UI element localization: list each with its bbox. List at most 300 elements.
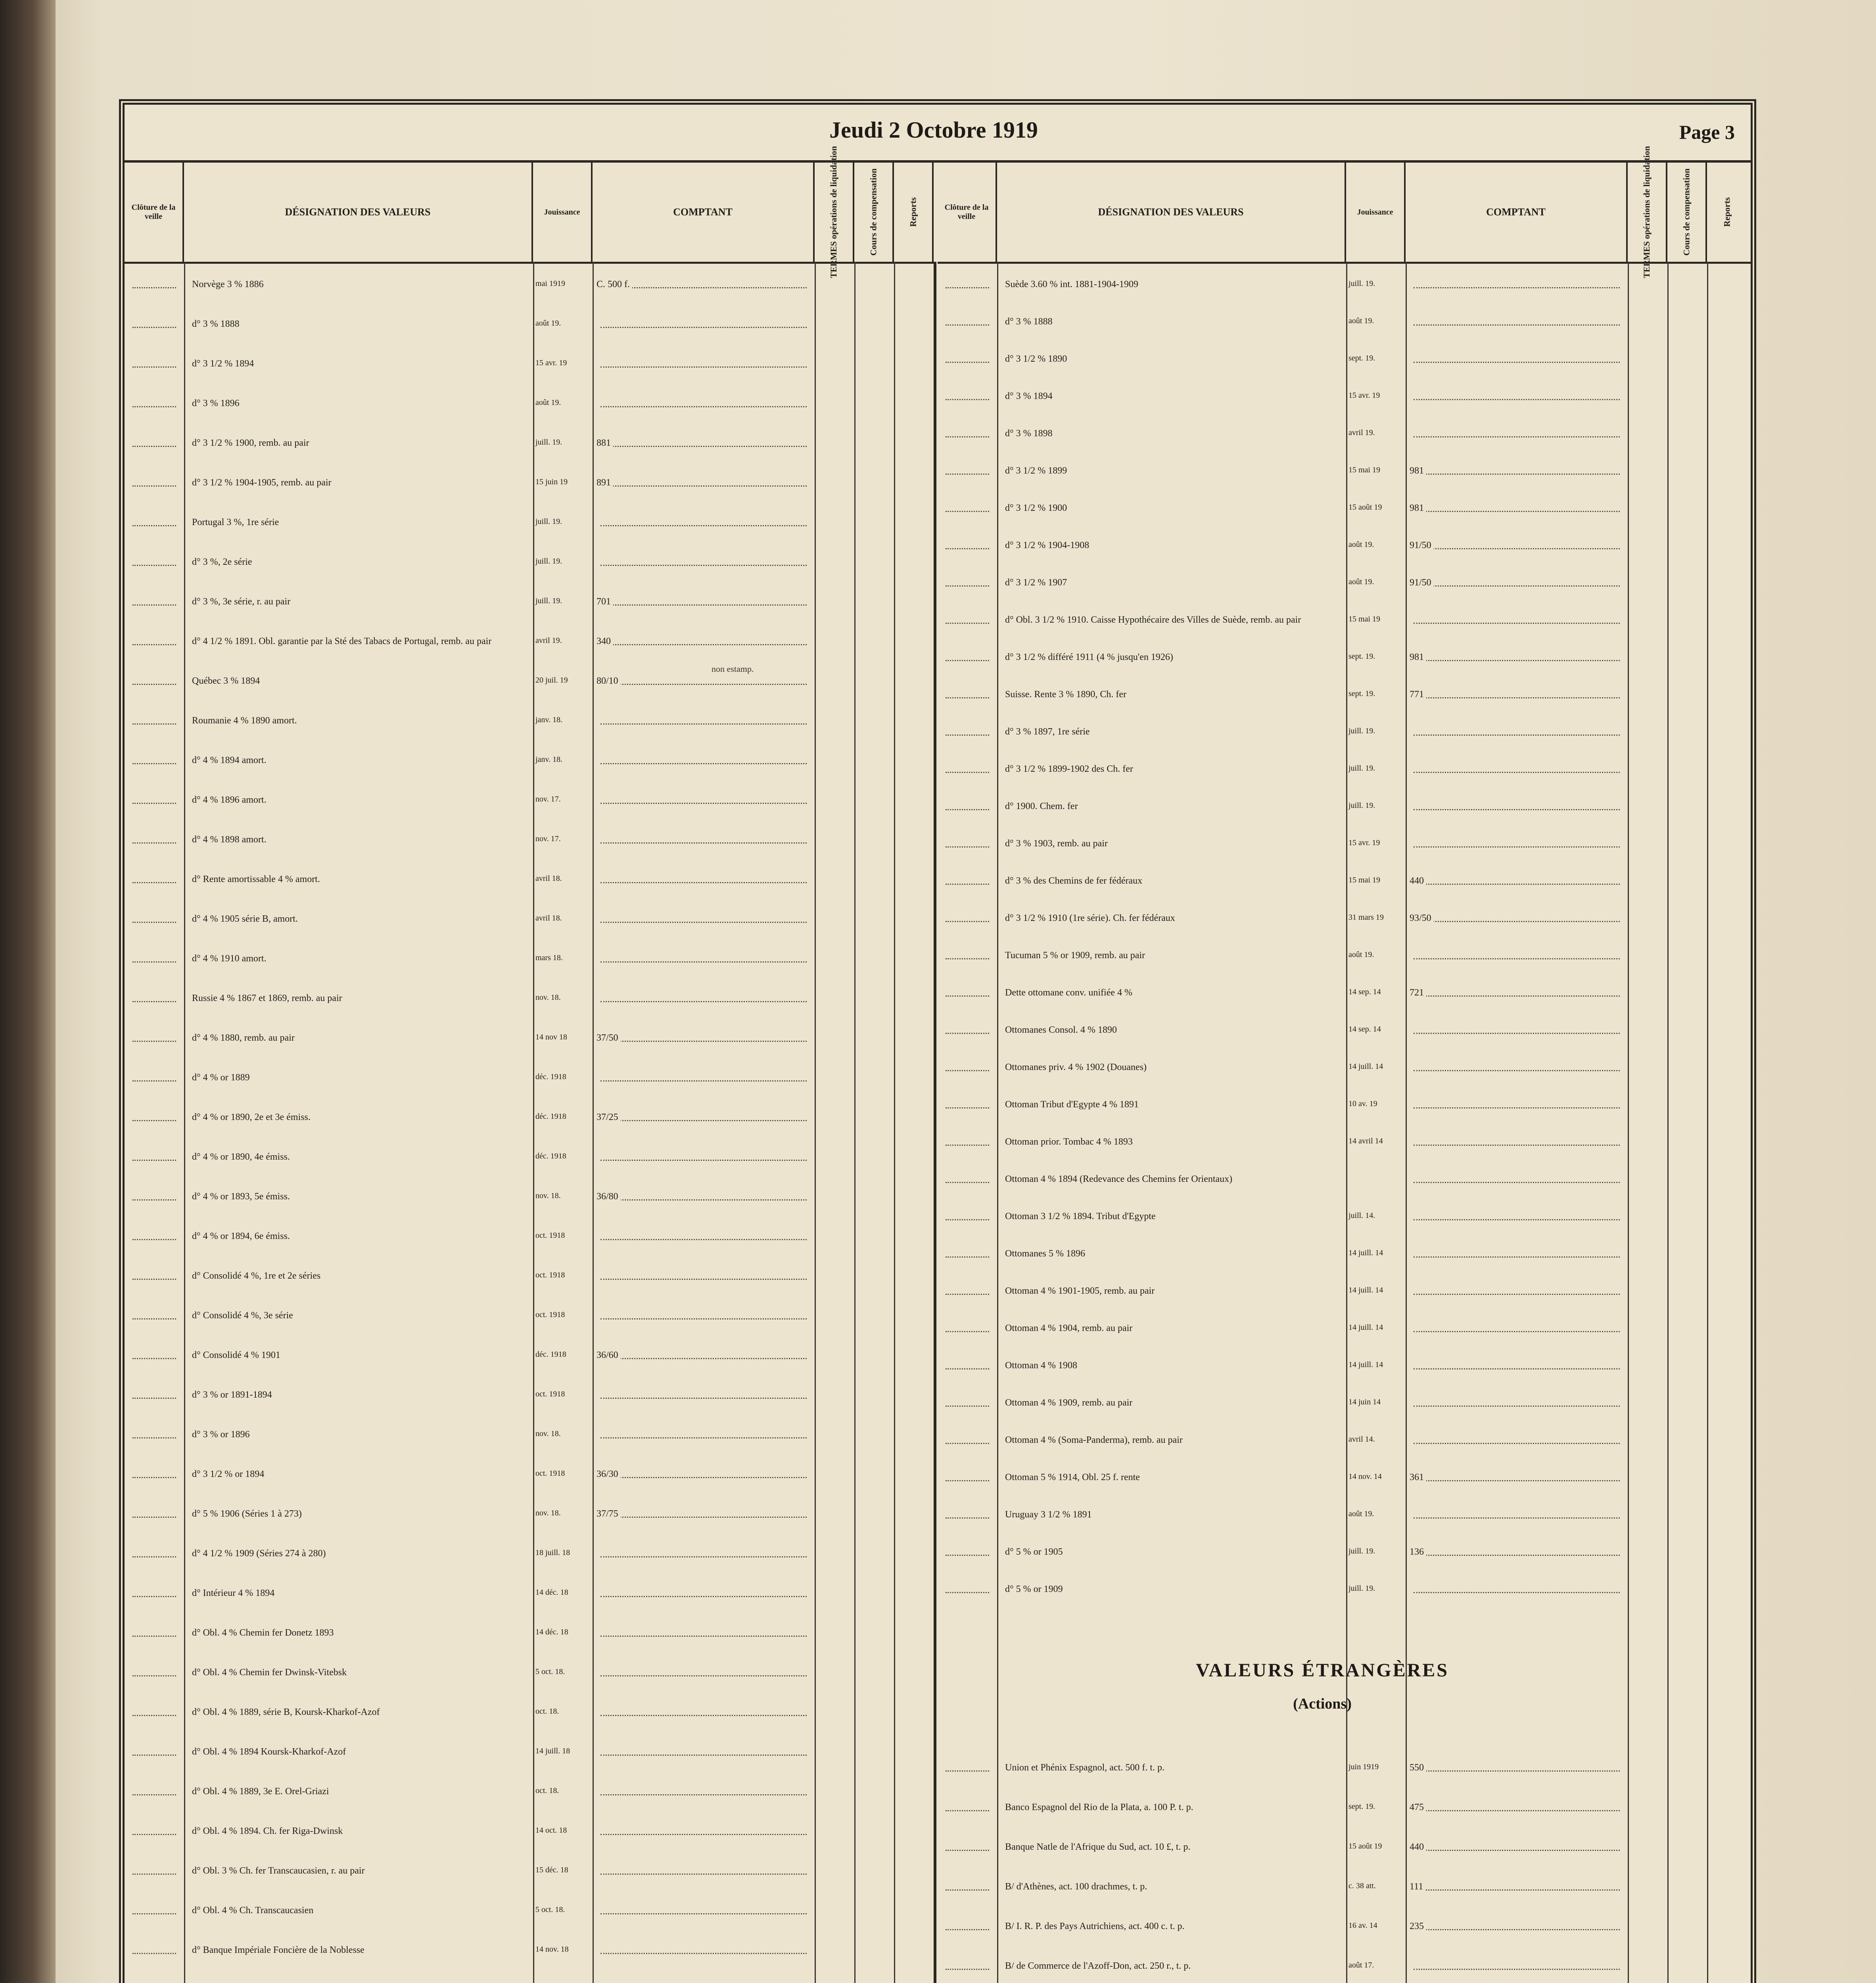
jouissance-date: 15 avr. 19 — [1348, 391, 1380, 400]
leader-dots — [600, 446, 807, 447]
leader-dots — [1414, 1969, 1620, 1970]
quotation-row — [125, 715, 934, 754]
quotation-row — [125, 1429, 934, 1467]
leader-dots — [946, 511, 989, 512]
leader-dots — [1414, 1033, 1620, 1034]
leader-dots — [1414, 1331, 1620, 1332]
security-name: d° Obl. 4 % 1894. Ch. fer Riga-Dwinsk — [192, 1826, 343, 1836]
security-name: d° 3 1/2 % 1900, remb. au pair — [192, 438, 309, 448]
quotation-row — [125, 1112, 934, 1150]
leader-dots — [1414, 1182, 1620, 1183]
leader-dots — [946, 1145, 989, 1146]
section-subtitle: (Actions) — [1293, 1695, 1352, 1712]
right-column-headings — [938, 146, 1751, 278]
leader-dots — [1414, 1770, 1620, 1772]
leader-dots — [946, 735, 989, 736]
quotation-row — [938, 1509, 1747, 1545]
quotation-row — [125, 1826, 934, 1864]
leader-dots — [1414, 436, 1620, 437]
security-name: Banque Natle de l'Afrique du Sud, act. 10 £, t. p. — [1005, 1842, 1191, 1852]
quotation-row — [125, 1469, 934, 1507]
jouissance-date: 14 juin 14 — [1348, 1398, 1381, 1406]
left-heading-termes: TERMES opérations de liquidation — [815, 163, 854, 262]
quotation-row — [125, 1628, 934, 1666]
price-value: 93/50 — [1410, 913, 1434, 924]
quotation-row — [938, 1961, 1747, 1983]
quotation-row — [125, 914, 934, 952]
leader-dots — [600, 1874, 807, 1875]
security-name: d° 3 % des Chemins de fer fédéraux — [1005, 876, 1143, 886]
page-number: Page 3 — [1679, 121, 1735, 143]
security-name: d° Consolidé 4 %, 3e série — [192, 1310, 293, 1321]
quotation-row — [938, 1881, 1747, 1920]
security-name: B/ de Commerce de l'Azoff-Don, act. 250 r., t. p. — [1005, 1961, 1191, 1971]
security-name: Ottoman 4 % 1909, remb. au pair — [1005, 1398, 1133, 1408]
jouissance-date: 14 déc. 18 — [535, 1628, 568, 1636]
leader-dots — [946, 884, 989, 885]
jouissance-date: 15 mai 19 — [1348, 876, 1380, 884]
jouissance-date: sept. 19. — [1348, 354, 1375, 362]
leader-dots — [600, 327, 807, 328]
jouissance-date: août 19. — [1348, 316, 1374, 325]
price-value: 36/80 — [597, 1191, 621, 1202]
price-value: 91/50 — [1410, 540, 1434, 551]
leader-dots — [600, 1001, 807, 1002]
quotation-row — [125, 398, 934, 436]
quotation-row — [938, 391, 1747, 427]
price-value: 235 — [1410, 1921, 1426, 1932]
leader-dots — [132, 644, 176, 645]
leader-dots — [1414, 1145, 1620, 1146]
security-name: d° 3 1/2 % 1900 — [1005, 503, 1067, 513]
leader-dots — [946, 1219, 989, 1220]
leader-dots — [1414, 846, 1620, 848]
security-name: d° 3 % 1888 — [192, 319, 240, 329]
quotation-row — [938, 764, 1747, 800]
quotation-row — [125, 1548, 934, 1586]
leader-dots — [1414, 735, 1620, 736]
quotation-row — [938, 354, 1747, 389]
jouissance-date: avril 19. — [1348, 428, 1375, 437]
left-heading-compensation: Cours de compensation — [854, 163, 894, 262]
page-header — [125, 105, 1751, 163]
security-name: d° 3 %, 2e série — [192, 557, 252, 567]
jouissance-date: août 19. — [1348, 540, 1374, 549]
jouissance-date: oct. 18. — [535, 1707, 559, 1716]
leader-dots — [946, 921, 989, 922]
quotation-row — [938, 1547, 1747, 1582]
security-name: d° 3 % 1898 — [1005, 428, 1053, 439]
quotation-row — [125, 636, 934, 674]
quotation-row — [938, 428, 1747, 464]
price-value: C. 500 f. — [597, 279, 632, 290]
leader-dots — [132, 525, 176, 526]
security-name: Ottoman 4 % 1904, remb. au pair — [1005, 1323, 1133, 1333]
leader-dots — [946, 324, 989, 326]
quotation-row — [125, 1033, 934, 1071]
leader-dots — [1414, 958, 1620, 959]
jouissance-date: juill. 19. — [1348, 1547, 1375, 1555]
quotation-row — [938, 727, 1747, 762]
leader-dots — [600, 842, 807, 844]
quotation-row — [938, 1435, 1747, 1471]
price-value: 91/50 — [1410, 577, 1434, 588]
jouissance-date: 14 juill. 14 — [1348, 1323, 1383, 1332]
price-value: 361 — [1410, 1472, 1426, 1483]
security-name: B/ d'Athènes, act. 100 drachmes, t. p. — [1005, 1881, 1147, 1892]
leader-dots — [600, 1120, 807, 1121]
jouissance-date: 16 av. 14 — [1348, 1921, 1377, 1930]
quotation-row — [938, 1211, 1747, 1247]
stamp-note: non estamp. — [712, 664, 754, 674]
leader-dots — [132, 763, 176, 764]
security-name: Uruguay 3 1/2 % 1891 — [1005, 1509, 1092, 1520]
security-name: d° 3 1/2 % 1894 — [192, 359, 254, 369]
quotation-row — [125, 438, 934, 476]
leader-dots — [600, 525, 807, 526]
leader-dots — [946, 585, 989, 587]
quotation-row — [125, 834, 934, 873]
quotation-row — [125, 755, 934, 793]
leader-dots — [600, 1675, 807, 1676]
security-name: d° 4 % 1894 amort. — [192, 755, 267, 765]
quotation-row — [938, 950, 1747, 986]
jouissance-date: oct. 1918 — [535, 1390, 565, 1398]
jouissance-date: 14 nov 18 — [535, 1033, 567, 1041]
quotation-row — [125, 953, 934, 992]
leader-dots — [1414, 1517, 1620, 1519]
jouissance-date: août 19. — [535, 398, 561, 407]
jouissance-date: oct. 1918 — [535, 1271, 565, 1279]
leader-dots — [946, 474, 989, 475]
quotation-row — [938, 838, 1747, 874]
price-value: 37/75 — [597, 1509, 621, 1519]
leader-dots — [132, 882, 176, 883]
left-heading-cloture: Clôture de la veille — [125, 163, 184, 262]
jouissance-date: 14 sep. 14 — [1348, 1025, 1381, 1034]
leader-dots — [132, 922, 176, 923]
leader-dots — [946, 1770, 989, 1772]
jouissance-date: 15 mai 19 — [1348, 466, 1380, 474]
leader-dots — [132, 1953, 176, 1954]
leader-dots — [132, 446, 176, 447]
leader-dots — [600, 1755, 807, 1756]
leader-dots — [1414, 1592, 1620, 1593]
left-column-headings — [125, 146, 934, 278]
security-name: d° 3 1/2 % 1890 — [1005, 354, 1067, 364]
price-value: 440 — [1410, 1842, 1426, 1853]
leader-dots — [132, 1556, 176, 1557]
leader-dots — [600, 1437, 807, 1438]
security-name: d° 3 1/2 % différé 1911 (4 % jusqu'en 1926) — [1005, 652, 1173, 662]
quotation-row — [938, 615, 1747, 650]
jouissance-date: sept. 19. — [1348, 689, 1375, 698]
security-name: d° Consolidé 4 % 1901 — [192, 1350, 280, 1360]
jouissance-date: 15 déc. 18 — [535, 1866, 568, 1874]
quotation-row — [938, 876, 1747, 911]
leader-dots — [600, 644, 807, 645]
security-name: d° Obl. 3 % Ch. fer Transcaucasien, r. au pair — [192, 1866, 365, 1876]
jouissance-date: oct. 1918 — [535, 1469, 565, 1478]
leader-dots — [132, 485, 176, 487]
quotation-row — [938, 1062, 1747, 1098]
leader-dots — [1414, 362, 1620, 363]
leader-dots — [132, 604, 176, 606]
leader-dots — [132, 1477, 176, 1478]
security-name: d° 5 % or 1909 — [1005, 1584, 1063, 1594]
leader-dots — [132, 803, 176, 804]
leader-dots — [132, 1596, 176, 1597]
leader-dots — [600, 1636, 807, 1637]
leader-dots — [600, 1715, 807, 1716]
security-name: d° 4 % 1905 série B, amort. — [192, 914, 298, 924]
leader-dots — [946, 287, 989, 288]
security-name: d° 4 % 1896 amort. — [192, 795, 267, 805]
leader-dots — [600, 1358, 807, 1359]
quotation-row — [938, 316, 1747, 352]
quotation-row — [125, 1786, 934, 1824]
leader-dots — [946, 362, 989, 363]
quotation-row — [125, 1667, 934, 1705]
leader-dots — [132, 565, 176, 566]
jouissance-date: oct. 1918 — [535, 1231, 565, 1240]
price-value: 80/10 — [597, 676, 621, 687]
security-name: d° Obl. 3 1/2 % 1910. Caisse Hypothécaire des Villes de Suède, remb. au pair — [1005, 615, 1301, 625]
security-name: d° 3 % 1896 — [192, 398, 240, 408]
jouissance-date: avril 18. — [535, 914, 562, 922]
quotation-row — [938, 689, 1747, 725]
security-name: Ottoman 4 % (Soma-Panderma), remb. au pair — [1005, 1435, 1183, 1445]
jouissance-date: avril 19. — [535, 636, 562, 645]
leader-dots — [132, 1636, 176, 1637]
jouissance-date: juill. 19. — [1348, 801, 1375, 810]
jouissance-date: juill. 19. — [1348, 764, 1375, 773]
quotation-row — [938, 1286, 1747, 1321]
leader-dots — [600, 485, 807, 487]
leader-dots — [946, 697, 989, 698]
security-name: d° 5 % or 1905 — [1005, 1547, 1063, 1557]
jouissance-date: nov. 18. — [535, 1429, 561, 1438]
leader-dots — [600, 922, 807, 923]
leader-dots — [1414, 1889, 1620, 1891]
leader-dots — [132, 1080, 176, 1082]
leader-dots — [600, 1556, 807, 1557]
jouissance-date: 15 juin 19 — [535, 478, 568, 486]
quotation-row — [938, 1472, 1747, 1508]
security-name: d° Rente amortissable 4 % amort. — [192, 874, 320, 884]
security-name: d° Obl. 4 % 1889, série B, Koursk-Kharkof-Azof — [192, 1707, 380, 1717]
price-value: 111 — [1410, 1881, 1425, 1892]
leader-dots — [946, 660, 989, 661]
jouissance-date: 14 avril 14 — [1348, 1137, 1383, 1145]
leader-dots — [132, 366, 176, 368]
jouissance-date: 14 nov. 14 — [1348, 1472, 1382, 1481]
price-value: 550 — [1410, 1762, 1426, 1773]
leader-dots — [946, 1331, 989, 1332]
jouissance-date: sept. 19. — [1348, 652, 1375, 661]
price-value: 981 — [1410, 652, 1426, 663]
security-name: d° Obl. 4 % Chemin fer Donetz 1893 — [192, 1628, 334, 1638]
right-heading-comptant: COMPTANT — [1406, 163, 1628, 262]
security-name: d° 3 % or 1896 — [192, 1429, 250, 1440]
jouissance-date: sept. 19. — [1348, 1802, 1375, 1811]
security-name: Québec 3 % 1894 — [192, 676, 260, 686]
jouissance-date: 15 août 19 — [1348, 503, 1382, 512]
quotation-row — [125, 1350, 934, 1388]
security-name: Banco Espagnol del Rio de la Plata, a. 100 P. t. p. — [1005, 1802, 1193, 1812]
leader-dots — [600, 684, 807, 685]
security-name: Ottoman 3 1/2 % 1894. Tribut d'Egypte — [1005, 1211, 1156, 1222]
leader-dots — [132, 1834, 176, 1835]
quotation-row — [938, 1921, 1747, 1959]
security-name: d° Consolidé 4 %, 1re et 2e séries — [192, 1271, 321, 1281]
leader-dots — [946, 1070, 989, 1071]
leader-dots — [132, 406, 176, 407]
leader-dots — [1414, 1929, 1620, 1930]
quotation-row — [938, 1025, 1747, 1061]
jouissance-date: nov. 17. — [535, 795, 561, 804]
security-name: d° 4 % or 1893, 5e émiss. — [192, 1191, 290, 1202]
jouissance-date: juill. 19. — [1348, 727, 1375, 735]
newspaper-page — [119, 99, 1756, 1983]
left-heading-jouissance: Jouissance — [533, 163, 593, 262]
leader-dots — [132, 1437, 176, 1438]
price-value: 891 — [597, 478, 613, 488]
security-name: Ottoman 4 % 1894 (Redevance des Chemins fer Orientaux) — [1005, 1174, 1233, 1184]
security-name: Ottomanes Consol. 4 % 1890 — [1005, 1025, 1117, 1035]
left-heading-comptant: COMPTANT — [593, 163, 815, 262]
quotation-row — [125, 1905, 934, 1943]
leader-dots — [946, 1107, 989, 1108]
leader-dots — [600, 1318, 807, 1319]
quotation-row — [125, 1310, 934, 1348]
jouissance-date: nov. 18. — [535, 1509, 561, 1517]
security-name: d° 3 1/2 % 1904-1905, remb. au pair — [192, 478, 332, 488]
leader-dots — [600, 1160, 807, 1161]
security-name: d° 3 %, 3e série, r. au pair — [192, 596, 291, 607]
security-name: Ottomanes 5 % 1896 — [1005, 1248, 1085, 1259]
jouissance-date: 14 juill. 18 — [535, 1747, 570, 1755]
leader-dots — [1414, 1555, 1620, 1556]
quotation-row — [125, 1072, 934, 1110]
leader-dots — [946, 1969, 989, 1970]
leader-dots — [946, 1406, 989, 1407]
quotation-row — [125, 1509, 934, 1547]
security-name: d° 3 1/2 % 1910 (1re série). Ch. fer fédéraux — [1005, 913, 1175, 923]
price-value: 340 — [597, 636, 613, 647]
quotation-row — [938, 1323, 1747, 1359]
leader-dots — [600, 1477, 807, 1478]
leader-dots — [946, 399, 989, 400]
security-name: d° 3 1/2 % 1899 — [1005, 466, 1067, 476]
quotation-row — [938, 1248, 1747, 1284]
leader-dots — [1414, 1406, 1620, 1407]
security-name: d° 4 % or 1889 — [192, 1072, 250, 1083]
quotation-row — [938, 801, 1747, 837]
security-name: d° 5 % 1906 (Séries 1 à 273) — [192, 1509, 302, 1519]
leader-dots — [132, 1239, 176, 1240]
right-quotation-list — [938, 279, 1751, 1628]
security-name: d° 3 1/2 % 1904-1908 — [1005, 540, 1090, 550]
leader-dots — [946, 1256, 989, 1258]
leader-dots — [132, 842, 176, 844]
jouissance-date: oct. 1918 — [535, 1310, 565, 1319]
leader-dots — [1414, 474, 1620, 475]
right-heading-termes: TERMES opérations de liquidation — [1628, 163, 1667, 262]
quotation-row — [125, 1191, 934, 1229]
quotation-row — [125, 1152, 934, 1190]
quotation-row — [125, 795, 934, 833]
leader-dots — [1414, 1294, 1620, 1295]
jouissance-date: 14 oct. 18 — [535, 1826, 567, 1835]
leader-dots — [132, 1874, 176, 1875]
quotation-row — [938, 1137, 1747, 1172]
security-name: d° Obl. 4 % Chemin fer Dwinsk-Vitebsk — [192, 1667, 347, 1678]
security-name: d° 3 % 1897, 1re série — [1005, 727, 1090, 737]
jouissance-date: 14 sep. 14 — [1348, 988, 1381, 996]
price-value: 721 — [1410, 988, 1426, 998]
security-name: Ottoman Tribut d'Egypte 4 % 1891 — [1005, 1099, 1139, 1110]
security-name: Norvège 3 % 1886 — [192, 279, 264, 290]
leader-dots — [600, 1041, 807, 1042]
security-name: Ottoman prior. Tombac 4 % 1893 — [1005, 1137, 1133, 1147]
right-actions-list — [938, 1762, 1751, 1983]
security-name: Ottoman 5 % 1914, Obl. 25 f. rente — [1005, 1472, 1140, 1482]
leader-dots — [1414, 772, 1620, 773]
leader-dots — [132, 1398, 176, 1399]
leader-dots — [132, 287, 176, 288]
jouissance-date: 15 avr. 19 — [535, 359, 567, 367]
leader-dots — [600, 366, 807, 368]
price-value: 701 — [597, 596, 613, 607]
quotation-row — [938, 1360, 1747, 1396]
quotation-row — [125, 993, 934, 1031]
security-name: d° 4 1/2 % 1909 (Séries 274 à 280) — [192, 1548, 326, 1559]
price-value: 37/25 — [597, 1112, 621, 1123]
quotation-row — [938, 540, 1747, 576]
leader-dots — [946, 1929, 989, 1930]
leader-dots — [1414, 548, 1620, 549]
security-name: Suède 3.60 % int. 1881-1904-1909 — [1005, 279, 1138, 290]
leader-dots — [600, 1913, 807, 1914]
leader-dots — [132, 1755, 176, 1756]
jouissance-date: 14 juill. 14 — [1348, 1360, 1383, 1369]
security-name: d° 3 % 1888 — [1005, 316, 1053, 327]
jouissance-date: janv. 18. — [535, 715, 563, 724]
quotation-row — [125, 874, 934, 912]
quotation-row — [125, 1588, 934, 1626]
quotation-row — [938, 466, 1747, 501]
left-heading-designation: DÉSIGNATION DES VALEURS — [184, 163, 533, 262]
jouissance-date: juill. 19. — [1348, 1584, 1375, 1593]
leader-dots — [132, 1517, 176, 1518]
security-name: d° 3 % 1903, remb. au pair — [1005, 838, 1108, 849]
leader-dots — [132, 1913, 176, 1914]
leader-dots — [600, 1596, 807, 1597]
leader-dots — [1414, 697, 1620, 698]
price-value: 36/60 — [597, 1350, 621, 1361]
security-name: d° 4 % or 1890, 2e et 3e émiss. — [192, 1112, 311, 1122]
leader-dots — [946, 1368, 989, 1369]
leader-dots — [600, 961, 807, 963]
leader-dots — [600, 1239, 807, 1240]
jouissance-date: 5 oct. 18. — [535, 1905, 565, 1914]
leader-dots — [600, 723, 807, 725]
leader-dots — [600, 763, 807, 764]
jouissance-date: nov. 18. — [535, 1191, 561, 1200]
leader-dots — [132, 684, 176, 685]
leader-dots — [600, 1953, 807, 1954]
